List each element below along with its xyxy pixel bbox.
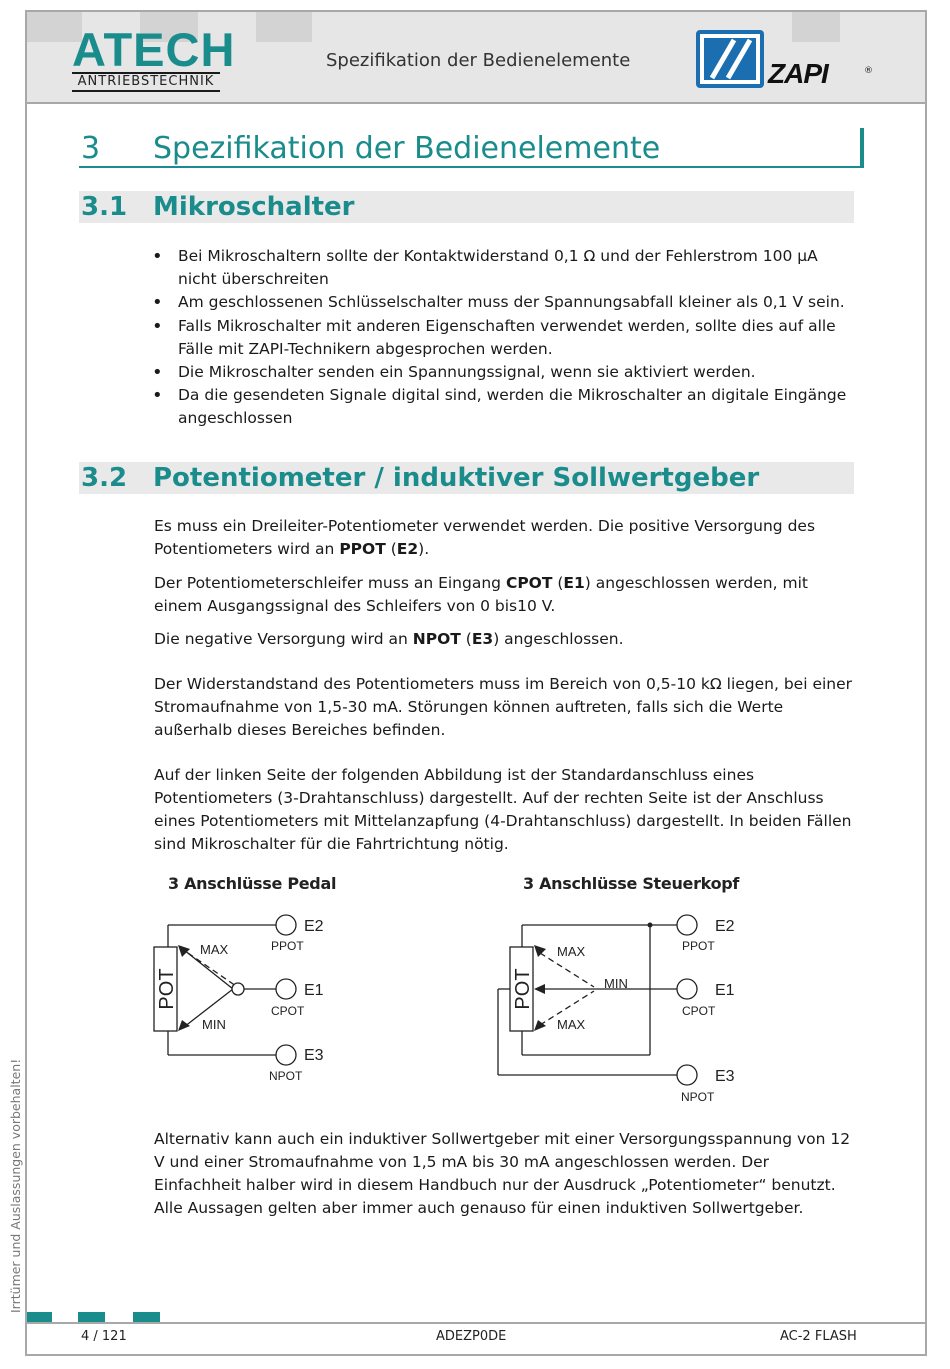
- term-cpot: CPOT: [505, 574, 553, 592]
- npot-label: NPOT: [269, 1069, 303, 1083]
- term-ppot: PPOT: [339, 540, 386, 558]
- diagram-right-steuerkopf: [490, 905, 750, 1110]
- npot-label: NPOT: [681, 1090, 715, 1104]
- cpot-label: CPOT: [682, 1004, 716, 1018]
- paragraph: [154, 628, 854, 651]
- text-run: ) angeschlossen werden, mit einem Ausgangssignal des Schleifers von 0 bis10 V.: [154, 574, 808, 615]
- term-npot: NPOT: [412, 630, 461, 648]
- diagram-left-pedal: [140, 905, 360, 1095]
- subsection-title: Mikroschalter: [153, 192, 355, 222]
- registered-mark-icon: ®: [864, 66, 873, 76]
- product-name: AC-2 FLASH: [780, 1329, 857, 1344]
- cpot-label: CPOT: [271, 1004, 305, 1018]
- arrow-icon: [178, 945, 190, 957]
- max-label: MAX: [200, 942, 229, 957]
- pot-label: POT: [156, 968, 178, 1010]
- ppot-label: PPOT: [682, 939, 715, 953]
- list-item: • Bei Mikroschaltern sollte der Kontaktwiderstand 0,1 Ω und der Fehlerstrom 100 µA nicht überschreiten: [152, 245, 857, 291]
- header-tab: [792, 12, 840, 42]
- e1-label: E1: [715, 982, 735, 999]
- sidebar-note: [6, 1058, 26, 1313]
- e2-label: E2: [715, 918, 735, 935]
- microswitch-bullet-list: [152, 245, 857, 431]
- max-label-top: MAX: [557, 944, 586, 959]
- footer-tab: [133, 1312, 160, 1322]
- list-item: • Die Mikroschalter senden ein Spannungssignal, wenn sie aktiviert werden.: [152, 361, 857, 384]
- text-run: (: [552, 574, 564, 592]
- e3-label: E3: [304, 1047, 324, 1064]
- text-run: (: [460, 630, 472, 648]
- paragraph: Der Widerstandstand des Potentiometers muss im Bereich von 0,5-10 kΩ liegen, bei einer Stromaufnahme von 1,5-30 mA. Störungen können auftreten, falls sich die Werte außerhalb dieses Bereiches befinden.: [154, 675, 853, 739]
- text-run: ).: [418, 540, 430, 558]
- max-label-bottom: MAX: [557, 1017, 586, 1032]
- header-title: Spezifikation der Bedienelemente: [326, 50, 631, 71]
- text-run: (: [385, 540, 397, 558]
- disclaimer-text: Irrtümer und Auslassungen vorbehalten!: [8, 1058, 23, 1313]
- paragraph: Alternativ kann auch ein induktiver Sollwertgeber mit einer Versorgungsspannung von 12 V und einer Stromaufnahme von 1,5 mA bis 30 mA angeschlossen werden. Der Einfachheit halber wird in diesem Handbuch nur der Ausdruck „Potentiometer“ benutzt. Alle Aussagen gelten aber immer auch genauso für einen induktiven Sollwertgeber.: [154, 1130, 851, 1217]
- list-item: • Am geschlossenen Schlüsselschalter muss der Spannungsabfall kleiner als 0,1 V sein.: [152, 291, 857, 314]
- paragraph: Auf der linken Seite der folgenden Abbildung ist der Standardanschluss eines Potentiometers (3-Drahtanschluss) dargestellt. Auf der rechten Seite ist der Anschluss eines Potentiometers mit Mittelanzapfung (4-Drahtanschluss) dargestellt. In beiden Fällen sind Mikroschalter für die Fahrtrichtung nötig.: [154, 766, 852, 853]
- footer-rule: [25, 1322, 927, 1324]
- diagram-right-title: 3 Anschlüsse Steuerkopf: [523, 874, 740, 893]
- subsection-title: Potentiometer / induktiver Sollwertgeber: [153, 463, 760, 493]
- header-rule: [25, 102, 927, 104]
- arrow-icon: [178, 1020, 190, 1031]
- min-label: MIN: [604, 976, 628, 991]
- term-e3: E3: [471, 630, 494, 648]
- footer-tab: [78, 1312, 105, 1322]
- junction-dot: [648, 923, 653, 928]
- pot-label: POT: [512, 968, 534, 1010]
- page-number: 4 / 121: [81, 1329, 127, 1344]
- e2-label: E2: [304, 918, 324, 935]
- paragraph: [154, 515, 854, 561]
- text-run: Es muss ein Dreileiter-Potentiometer verwendet werden. Die positive Versorgung des Potentiometers wird an: [154, 517, 816, 558]
- term-e1: E1: [563, 574, 585, 592]
- paragraph: [154, 572, 854, 618]
- list-item: • Da die gesendeten Signale digital sind, werden die Mikroschalter an digitale Eingänge angeschlossen: [152, 384, 857, 430]
- document-code: ADEZP0DE: [436, 1329, 507, 1344]
- list-item: • Falls Mikroschalter mit anderen Eigenschaften verwendet werden, sollte dies auf alle Fälle mit ZAPI-Technikern abgesprochen werden.: [152, 315, 857, 361]
- e1-label: E1: [304, 982, 324, 999]
- atech-logo: ATECH: [72, 23, 236, 76]
- footer-tab: [27, 1312, 52, 1322]
- text-run: Die negative Versorgung wird an: [154, 630, 413, 648]
- zapi-logo-mark: [696, 30, 764, 88]
- text-run: ) angeschlossen.: [493, 630, 624, 648]
- min-label: MIN: [202, 1017, 226, 1032]
- section-title: Spezifikation der Bedienelemente: [153, 131, 661, 166]
- atech-logo-subtitle: ANTRIEBSTECHNIK: [72, 72, 220, 92]
- diagram-left-title: 3 Anschlüsse Pedal: [168, 874, 337, 893]
- term-e2: E2: [396, 540, 419, 558]
- e3-label: E3: [715, 1068, 735, 1085]
- text-run: Der Potentiometerschleifer muss an Eingang: [154, 574, 506, 592]
- subsection-number: 3.2: [81, 463, 128, 493]
- header-tab: [256, 12, 312, 42]
- section-number: 3: [81, 131, 101, 166]
- ppot-label: PPOT: [271, 939, 304, 953]
- zapi-logo-text: ZAPI: [768, 58, 828, 89]
- subsection-number: 3.1: [81, 192, 128, 222]
- arrow-icon: [534, 984, 545, 994]
